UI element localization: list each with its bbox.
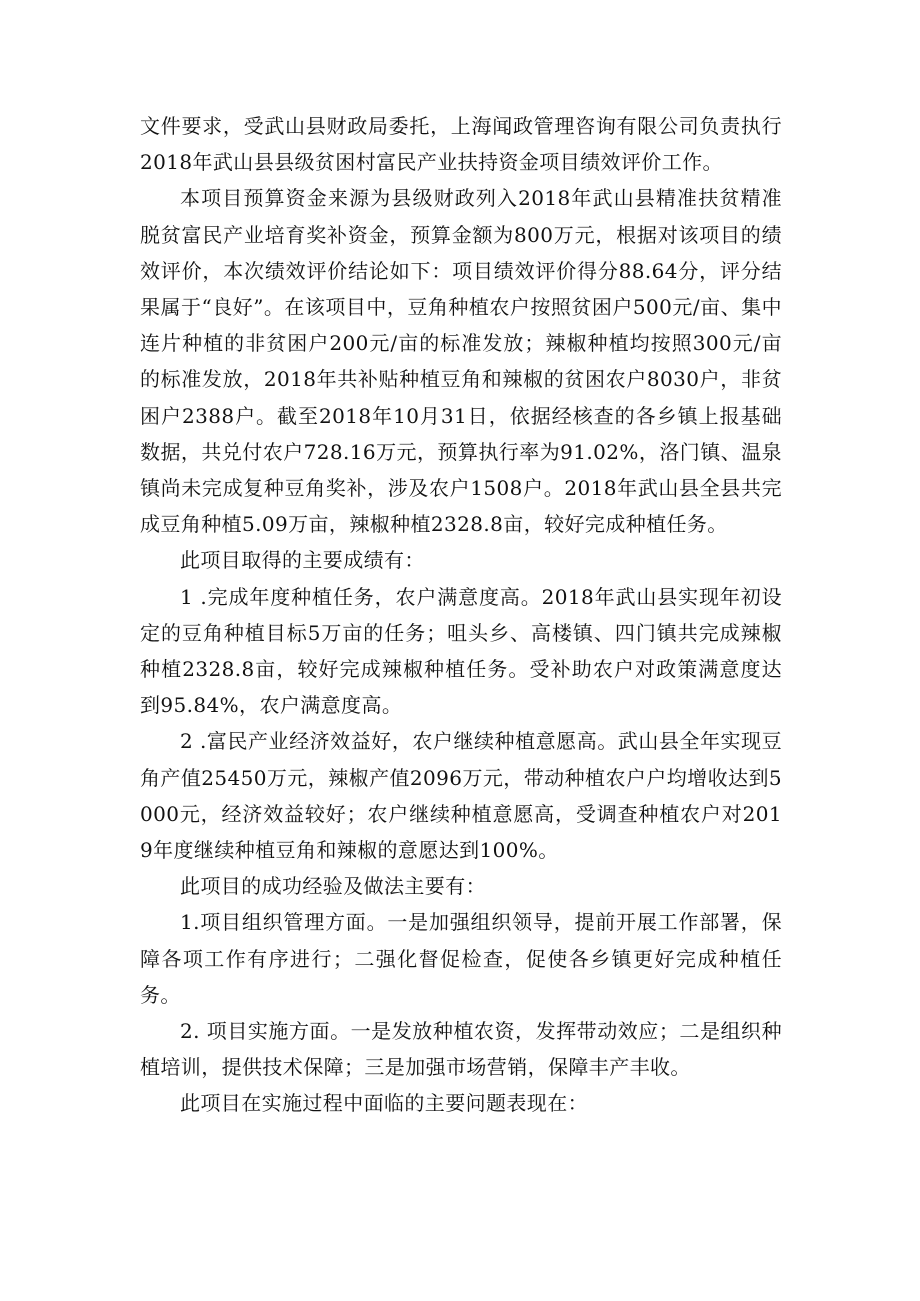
paragraph-experience-1: 1.项目组织管理方面。一是加强组织领导，提前开展工作部署，保障各项工作有序进行；二强化督促检查，促使各乡镇更好完成种植任务。	[140, 910, 782, 1007]
paragraph-experience-2: 2. 项目实施方面。一是发放种植农资，发挥带动效应；二是组织种植培训，提供技术保障；三是加强市场营销，保障丰产丰收。	[140, 1019, 782, 1080]
paragraph-achievement-2: 2 .富民产业经济效益好，农户继续种植意愿高。武山县全年实现豆角产值25450万元，辣椒产值2096万元，带动种植农户户均增收达到5000元，经济效益较好；农户继续种植意愿高，受调查种植农户对2019年度继续种植豆角和辣椒的意愿达到100%。	[140, 729, 782, 863]
paragraph-achievement-1: 1 .完成年度种植任务，农户满意度高。2018年武山县实现年初设定的豆角种植目标5万亩的任务；咀头乡、高楼镇、四门镇共完成辣椒种植2328.8亩，较好完成辣椒种植任务。受补助农户对政策满意度达到95.84%，农户满意度高。	[140, 584, 782, 718]
paragraph-achievements-heading: 此项目取得的主要成绩有：	[180, 548, 425, 573]
paragraph-experience-heading: 此项目的成功经验及做法主要有：	[180, 874, 486, 899]
paragraph-problems-heading: 此项目在实施过程中面临的主要问题表现在：	[180, 1091, 588, 1116]
paragraph-intro: 文件要求，受武山县财政局委托，上海闻政管理咨询有限公司负责执行2018年武山县县级贫困村富民产业扶持资金项目绩效评价工作。	[140, 114, 782, 175]
paragraph-budget-conclusion: 本项目预算资金来源为县级财政列入2018年武山县精准扶贫精准脱贫富民产业培育奖补资金，预算金额为800万元，根据对该项目的绩效评价，本次绩效评价结论如下：项目绩效评价得分88.64分，评分结果属于“良好”。在该项目中，豆角种植农户按照贫困户500元/亩、集中连片种植的非贫困户200元/亩的标准发放；辣椒种植均按照300元/亩的标准发放，2018年共补贴种植豆角和辣椒的贫困农户8030户，非贫困户2388户。截至2018年10月31日，依据经核查的各乡镇上报基础数据，共兑付农户728.16万元，预算执行率为91.02%，洛门镇、温泉镇尚未完成复种豆角奖补，涉及农户1508户。2018年武山县全县共完成豆角种植5.09万亩，辣椒种植2328.8亩，较好完成种植任务。	[140, 186, 782, 537]
document-body	[140, 108, 782, 1122]
